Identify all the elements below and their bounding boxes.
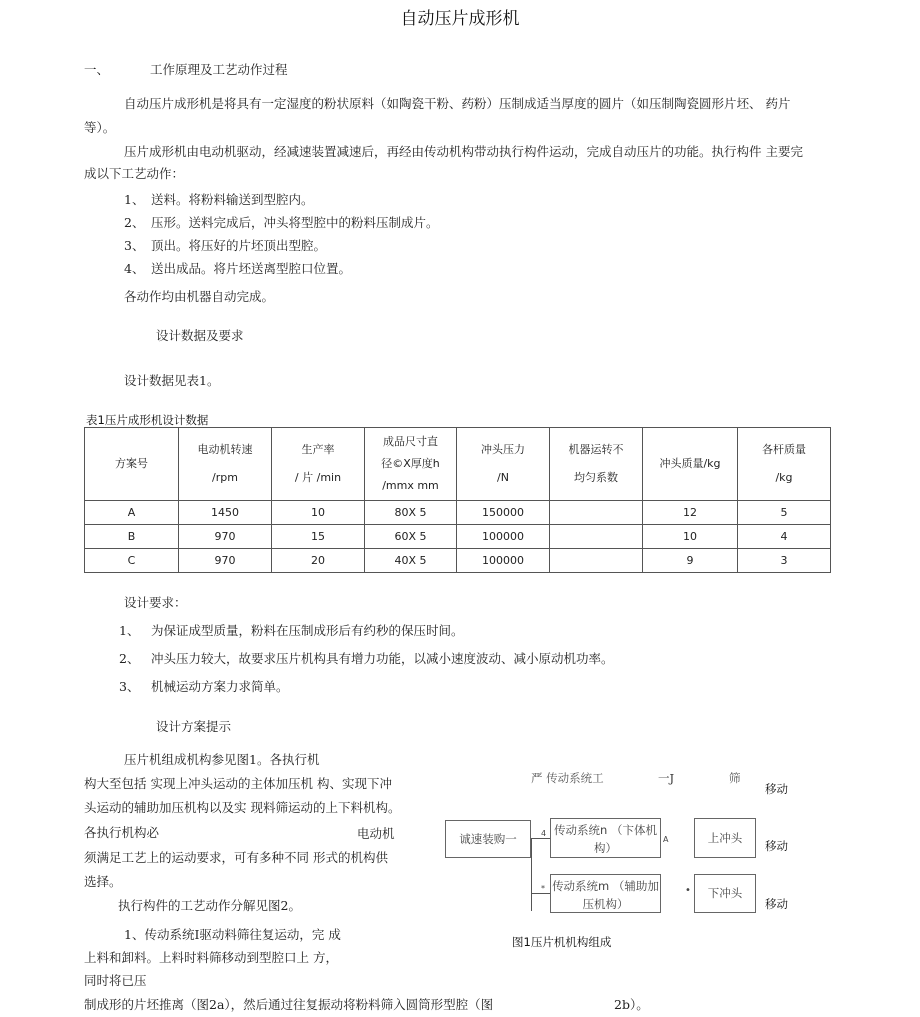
reducer-label: 诚速装购一 bbox=[459, 832, 517, 846]
step-2-text: 压形。送料完成后，冲头将型腔中的粉料压制成片。 bbox=[151, 215, 439, 230]
fig-top-label: 严 传动系统工 bbox=[531, 771, 604, 785]
table-cell bbox=[550, 501, 643, 525]
section3-line-7: 执行构件的工艺动作分解见图2。 bbox=[118, 898, 301, 913]
section3-line-3: 头运动的辅助加压机构以及实 现料筛运动的上下料机构。 bbox=[84, 800, 401, 815]
header-cell: 各杆质量 /kg bbox=[738, 428, 831, 501]
section1-heading: 工作原理及工艺动作过程 bbox=[150, 62, 288, 77]
header-cell: 冲头压力 /N bbox=[457, 428, 550, 501]
table-cell: C bbox=[85, 549, 179, 573]
design-data-table bbox=[84, 427, 831, 573]
requirement-3-text: 机械运动方案力求简单。 bbox=[151, 679, 289, 694]
sys2-label-1: 传动系统n （卞体机 bbox=[554, 823, 657, 837]
table-cell: 150000 bbox=[457, 501, 550, 525]
mark-a: A bbox=[663, 835, 669, 844]
motor-label: 电动机 bbox=[357, 826, 395, 841]
section1-para2-line1: 压片成形机由电动机驱动，经减速装置减速后，再经由传动机构带动执行构件运动，完成自动压片的功能。执行构件 主要完 bbox=[124, 144, 803, 159]
fig-top-dash: 一J bbox=[658, 771, 675, 785]
section3-line-11: 制成形的片坯推离（图2a），然后通过往复振动将粉料筛入圆筒形型腔（图 bbox=[84, 997, 494, 1012]
table-cell: 3 bbox=[738, 549, 831, 573]
sys3-box bbox=[550, 874, 661, 913]
step-2-number: 2、 bbox=[124, 215, 145, 230]
table-header-row bbox=[85, 428, 831, 501]
step-3-number: 3、 bbox=[124, 238, 145, 253]
sys3-label-2: 压机构） bbox=[582, 897, 629, 911]
step-1-number: 1、 bbox=[124, 192, 145, 207]
table-cell: 4 bbox=[738, 525, 831, 549]
section1-para1-line2: 等）。 bbox=[84, 120, 116, 135]
requirements-label: 设计要求： bbox=[124, 595, 187, 610]
table-cell: 20 bbox=[272, 549, 365, 573]
table-row bbox=[85, 525, 831, 549]
table-cell: 15 bbox=[272, 525, 365, 549]
mark-dot: • bbox=[685, 885, 691, 896]
section3-line-tail: 2b）。 bbox=[614, 997, 649, 1012]
table-cell: 10 bbox=[272, 501, 365, 525]
table-cell: 5 bbox=[738, 501, 831, 525]
table-cell: 12 bbox=[643, 501, 738, 525]
table-cell: 100000 bbox=[457, 525, 550, 549]
connector-line bbox=[531, 893, 550, 894]
table-cell bbox=[550, 525, 643, 549]
figure-caption: 图1压片机机构组成 bbox=[512, 935, 612, 949]
section3-line-10: 同时将已压 bbox=[84, 973, 147, 988]
move-label-3: 移动 bbox=[765, 897, 788, 911]
table-cell bbox=[550, 549, 643, 573]
mark-4: 4 bbox=[541, 829, 547, 838]
sys2-box bbox=[550, 818, 661, 858]
step-3-text: 顶出。将压好的片坯顶出型腔。 bbox=[151, 238, 327, 253]
sys2-label-2: 构） bbox=[594, 841, 617, 855]
move-label-2: 移动 bbox=[765, 839, 788, 853]
table-cell: A bbox=[85, 501, 179, 525]
table-cell: 970 bbox=[179, 549, 272, 573]
section3-line-2: 构大至包括 实现上冲头运动的主体加压机 构、实现下冲 bbox=[84, 776, 392, 791]
requirement-2-number: 2、 bbox=[119, 651, 140, 666]
section1-closing: 各动作均由机器自动完成。 bbox=[124, 289, 275, 304]
section3-line-4: 各执行机构必 bbox=[84, 825, 160, 840]
section3-heading: 设计方案提示 bbox=[156, 719, 232, 734]
table-caption: 表1压片成形机设计数据 bbox=[86, 413, 209, 427]
table-cell: 10 bbox=[643, 525, 738, 549]
move-label-1: 移动 bbox=[765, 782, 788, 796]
table-cell: 40X 5 bbox=[365, 549, 457, 573]
upper-punch-label: 上冲头 bbox=[707, 831, 743, 845]
sys3-label-1: 传动系统m （辅助加 bbox=[552, 879, 659, 893]
section2-heading: 设计数据及要求 bbox=[156, 328, 244, 343]
section1-para2-line2: 成以下工艺动作： bbox=[84, 166, 185, 181]
connector-line bbox=[531, 839, 532, 911]
table-cell: 60X 5 bbox=[365, 525, 457, 549]
header-cell: 机器运转不 均匀系数 bbox=[550, 428, 643, 501]
section3-line-9: 上料和卸料。上料时料筛移动到型腔口上 方， bbox=[84, 950, 338, 965]
mark-star: * bbox=[541, 884, 545, 893]
requirement-2-text: 冲头压力较大，故要求压片机构具有增力功能，以减小速度波动、减小原动机功率。 bbox=[151, 651, 614, 666]
upper-punch-box bbox=[694, 818, 756, 858]
requirement-3-number: 3、 bbox=[119, 679, 140, 694]
connector-line bbox=[531, 838, 550, 839]
section3-line-1: 压片机组成机构参见图1。各执行机 bbox=[124, 752, 320, 767]
header-cell: 生产率 / 片 /min bbox=[272, 428, 365, 501]
table-cell: 1450 bbox=[179, 501, 272, 525]
section1-para1-line1: 自动压片成形机是将具有一定湿度的粉状原料（如陶瓷干粉、药粉）压制成适当厚度的圆片（如压制陶瓷圆形片坯、 药片 bbox=[124, 96, 791, 111]
table-cell: 970 bbox=[179, 525, 272, 549]
fig-top-target: 筛 bbox=[729, 771, 741, 785]
header-cell: 电动机转速 /rpm bbox=[179, 428, 272, 501]
header-cell: 冲头质量/kg bbox=[643, 428, 738, 501]
requirement-1-number: 1、 bbox=[119, 623, 140, 638]
table-cell: 80X 5 bbox=[365, 501, 457, 525]
section2-intro: 设计数据见表1。 bbox=[124, 373, 220, 388]
requirement-1-text: 为保证成型质量，粉料在压制成形后有约秒的保压时间。 bbox=[151, 623, 464, 638]
step-4-text: 送出成品。将片坯送离型腔口位置。 bbox=[151, 261, 352, 276]
table-row bbox=[85, 549, 831, 573]
lower-punch-box bbox=[694, 874, 756, 913]
section1-number: 一、 bbox=[84, 62, 110, 77]
lower-punch-label: 下冲头 bbox=[707, 886, 743, 900]
table-cell: 100000 bbox=[457, 549, 550, 573]
reducer-box bbox=[445, 820, 531, 858]
page-title: 自动压片成形机 bbox=[400, 9, 520, 29]
header-cell: 成品尺寸直 径©X厚度h /mmx mm bbox=[365, 428, 457, 501]
section3-line-8: 1、传动系统I驱动料筛往复运动，完 成 bbox=[124, 927, 341, 942]
step-1-text: 送料。将粉料输送到型腔内。 bbox=[151, 192, 314, 207]
section3-line-5: 须满足工艺上的运动要求，可有多种不同 形式的机构供 bbox=[84, 850, 388, 865]
table-cell: B bbox=[85, 525, 179, 549]
table-cell: 9 bbox=[643, 549, 738, 573]
table-row bbox=[85, 501, 831, 525]
section3-line-6: 选择。 bbox=[84, 874, 122, 889]
header-cell: 方案号 bbox=[85, 428, 179, 501]
step-4-number: 4、 bbox=[124, 261, 145, 276]
